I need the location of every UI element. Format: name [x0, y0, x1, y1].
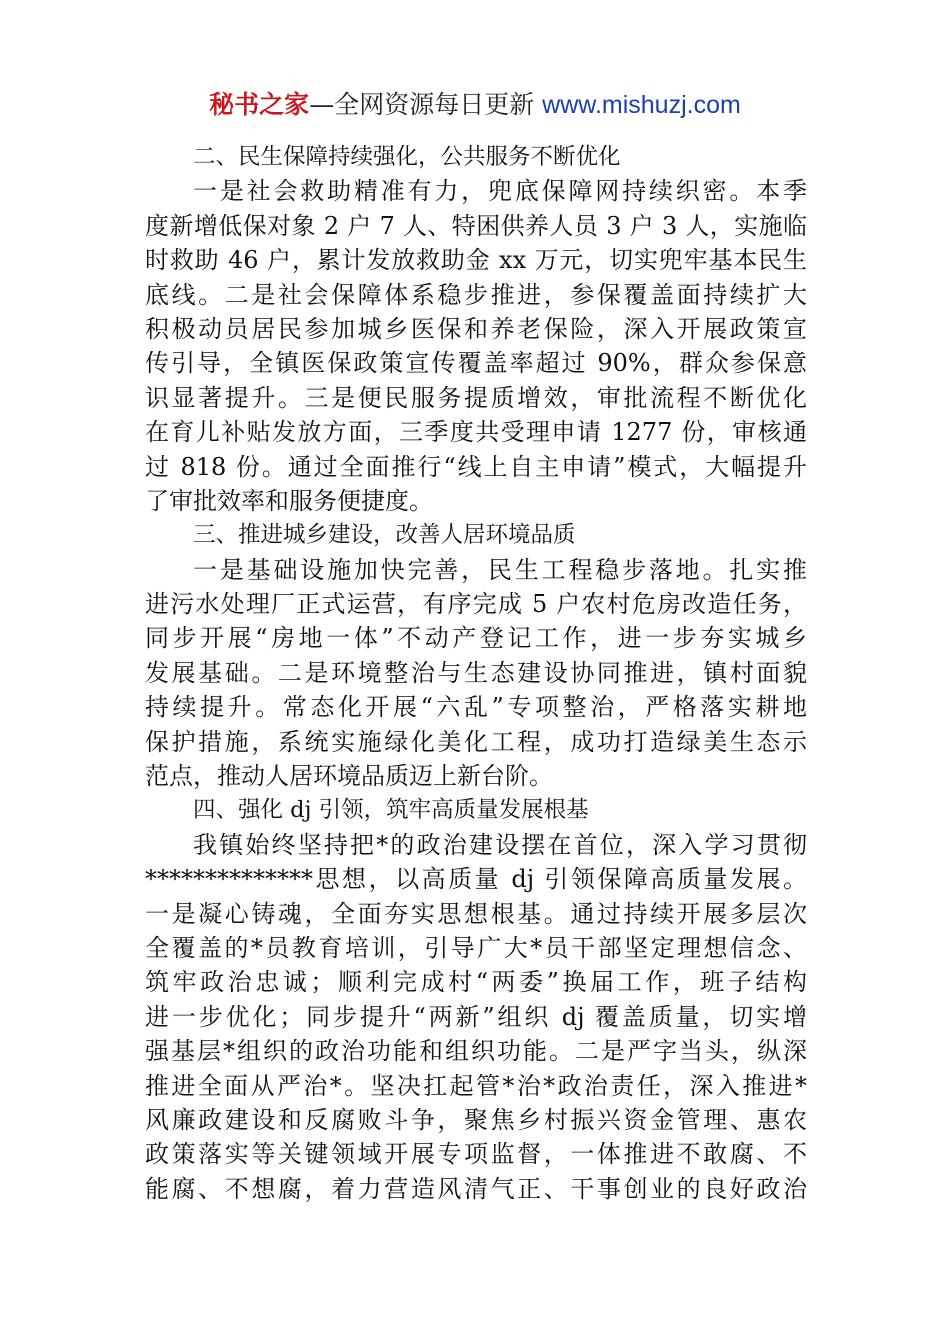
paragraph-line: 同步开展“房地一体”不动产登记工作，进一步夯实城乡 [145, 624, 807, 653]
paragraph-line: 发展基础。二是环境整治与生态建设协同推进，镇村面貌 [145, 658, 807, 687]
section-heading-3: 三、推进城乡建设，改善人居环境品质 [193, 522, 576, 549]
paragraph-line: 我镇始终坚持把*的政治建设摆在首位，深入学习贯彻 [193, 830, 807, 859]
site-brand: 秘书之家 [209, 90, 310, 119]
paragraph-line: 风廉政建设和反腐败斗争，聚焦乡村振兴资金管理、惠农 [145, 1105, 807, 1134]
paragraph-line: 传引导，全镇医保政策宣传覆盖率超过 90%，群众参保意 [145, 349, 807, 378]
paragraph-line: 筑牢政治忠诚；顺利完成村“两委”换届工作，班子结构 [145, 968, 807, 997]
paragraph-line: 全覆盖的*员教育培训，引导广大*员干部坚定理想信念、 [145, 933, 807, 962]
paragraph-line: **************思想，以高质量 dj 引领保障高质量发展。 [145, 865, 807, 894]
paragraph-line: 一是基础设施加快完善，民生工程稳步落地。扎实推 [193, 555, 807, 584]
paragraph-line: 一是凝心铸魂，全面夯实思想根基。通过持续开展多层次 [145, 899, 807, 928]
paragraph-line: 政策落实等关键领域开展专项监督，一体推进不敢腐、不 [145, 1140, 807, 1169]
paragraph-line: 强基层*组织的政治功能和组织功能。二是严字当头，纵深 [145, 1037, 807, 1066]
paragraph-line: 识显著提升。三是便民服务提质增效，审批流程不断优化 [145, 383, 807, 412]
paragraph-line: 推进全面从严治*。坚决扛起管*治*政治责任，深入推进* [145, 1071, 807, 1100]
site-header [0, 88, 950, 122]
paragraph-line: 范点，推动人居环境品质迈上新台阶。 [145, 762, 553, 791]
paragraph-line: 积极动员居民参加城乡医保和养老保险，深入开展政策宣 [145, 314, 807, 343]
site-url-link[interactable]: www.mishuzj.com [542, 91, 741, 119]
paragraph-line: 度新增低保对象 2 户 7 人、特困供养人员 3 户 3 人，实施临 [145, 211, 807, 240]
paragraph-line: 进一步优化；同步提升“两新”组织 dj 覆盖质量，切实增 [145, 1002, 807, 1031]
paragraph-line: 一是社会救助精准有力，兜底保障网持续织密。本季 [193, 177, 807, 206]
paragraph-line: 进污水处理厂正式运营，有序完成 5 户农村危房改造任务， [145, 590, 807, 619]
site-tagline: —全网资源每日更新 [309, 90, 535, 119]
paragraph-line: 在育儿补贴发放方面，三季度共受理申请 1277 份，审核通 [145, 418, 807, 447]
section-heading-2: 二、民生保障持续强化，公共服务不断优化 [193, 144, 621, 170]
paragraph-line: 了审批效率和服务便捷度。 [145, 486, 433, 515]
section-heading-4: 四、强化 dj 引领，筑牢高质量发展根基 [193, 797, 589, 824]
document-body [145, 140, 807, 1206]
paragraph-line: 底线。二是社会保障体系稳步推进，参保覆盖面持续扩大 [145, 280, 807, 309]
paragraph-line: 能腐、不想腐，着力营造风清气正、干事创业的良好政治 [145, 1174, 807, 1203]
paragraph-line: 持续提升。常态化开展“六乱”专项整治，严格落实耕地 [145, 693, 807, 722]
paragraph-line: 过 818 份。通过全面推行“线上自主申请”模式，大幅提升 [145, 452, 807, 481]
paragraph-line: 时救助 46 户，累计发放救助金 xx 万元，切实兜牢基本民生 [145, 246, 807, 275]
paragraph-line: 保护措施，系统实施绿化美化工程，成功打造绿美生态示 [145, 727, 807, 756]
